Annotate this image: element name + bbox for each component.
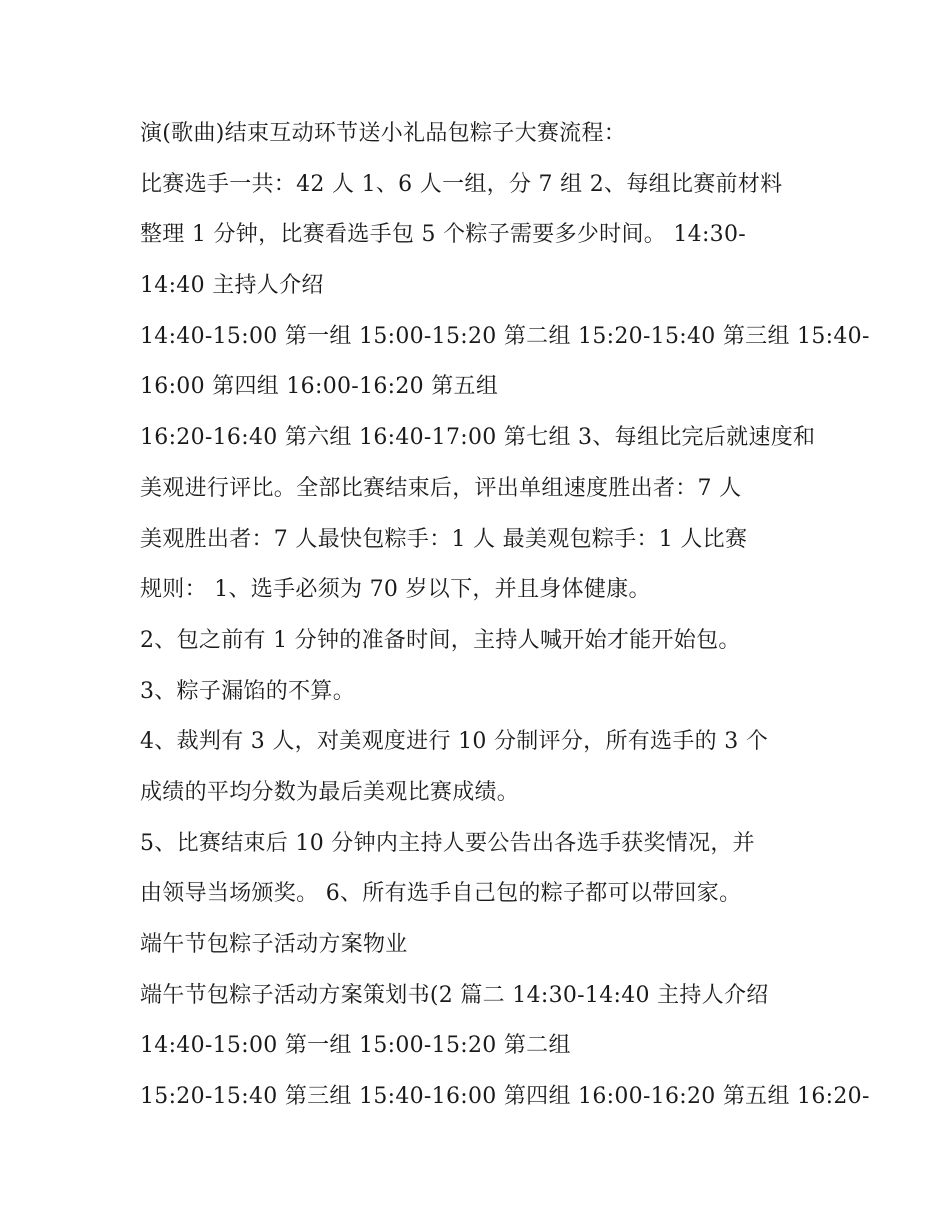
text-line: 5、比赛结束后 10 分钟内主持人要公告出各选手获奖情况，并 bbox=[140, 830, 755, 856]
text-line: 15:20-15:40 第三组 15:40-16:00 第四组 16:00-16:20 第五组 16:20- bbox=[140, 1084, 870, 1110]
text-line: 2、包之前有 1 分钟的准备时间，主持人喊开始才能开始包。 bbox=[140, 627, 741, 653]
text-line: 端午节包粽子活动方案物业 bbox=[140, 932, 408, 957]
text-line: 成绩的平均分数为最后美观比赛成绩。 bbox=[140, 779, 520, 805]
text-line: 由领导当场颁奖。 6、所有选手自己包的粽子都可以带回家。 bbox=[140, 881, 742, 907]
text-line: 演(歌曲)结束互动环节送小礼品包粽子大赛流程： bbox=[140, 121, 627, 146]
text-line: 4、裁判有 3 人，对美观度进行 10 分制评分，所有选手的 3 个 bbox=[140, 729, 769, 755]
text-line: 端午节包粽子活动方案策划书(2 篇二 14:30-14:40 主持人介绍 bbox=[140, 982, 769, 1008]
text-line: 14:40-15:00 第一组 15:00-15:20 第二组 15:20-15:40 第三组 15:40- bbox=[140, 323, 870, 349]
text-line: 规则： 1、选手必须为 70 岁以下，并且身体健康。 bbox=[140, 577, 651, 603]
text-line: 整理 1 分钟，比赛看选手包 5 个粽子需要多少时间。 14:30- bbox=[140, 222, 746, 248]
text-line: 14:40 主持人介绍 bbox=[140, 273, 324, 299]
text-line: 3、粽子漏馅的不算。 bbox=[140, 678, 355, 704]
text-line: 16:00 第四组 16:00-16:20 第五组 bbox=[140, 374, 499, 400]
text-line: 14:40-15:00 第一组 15:00-15:20 第二组 bbox=[140, 1033, 571, 1059]
text-line: 比赛选手一共：42 人 1、6 人一组，分 7 组 2、每组比赛前材料 bbox=[140, 171, 783, 197]
text-line: 美观进行评比。全部比赛结束后，评出单组速度胜出者：7 人 bbox=[140, 475, 742, 501]
text-line: 16:20-16:40 第六组 16:40-17:00 第七组 3、每组比完后就速度和 bbox=[140, 425, 816, 451]
document-body bbox=[140, 109, 870, 1123]
text-line: 美观胜出者：7 人最快包粽手：1 人 最美观包粽手：1 人比赛 bbox=[140, 526, 748, 552]
